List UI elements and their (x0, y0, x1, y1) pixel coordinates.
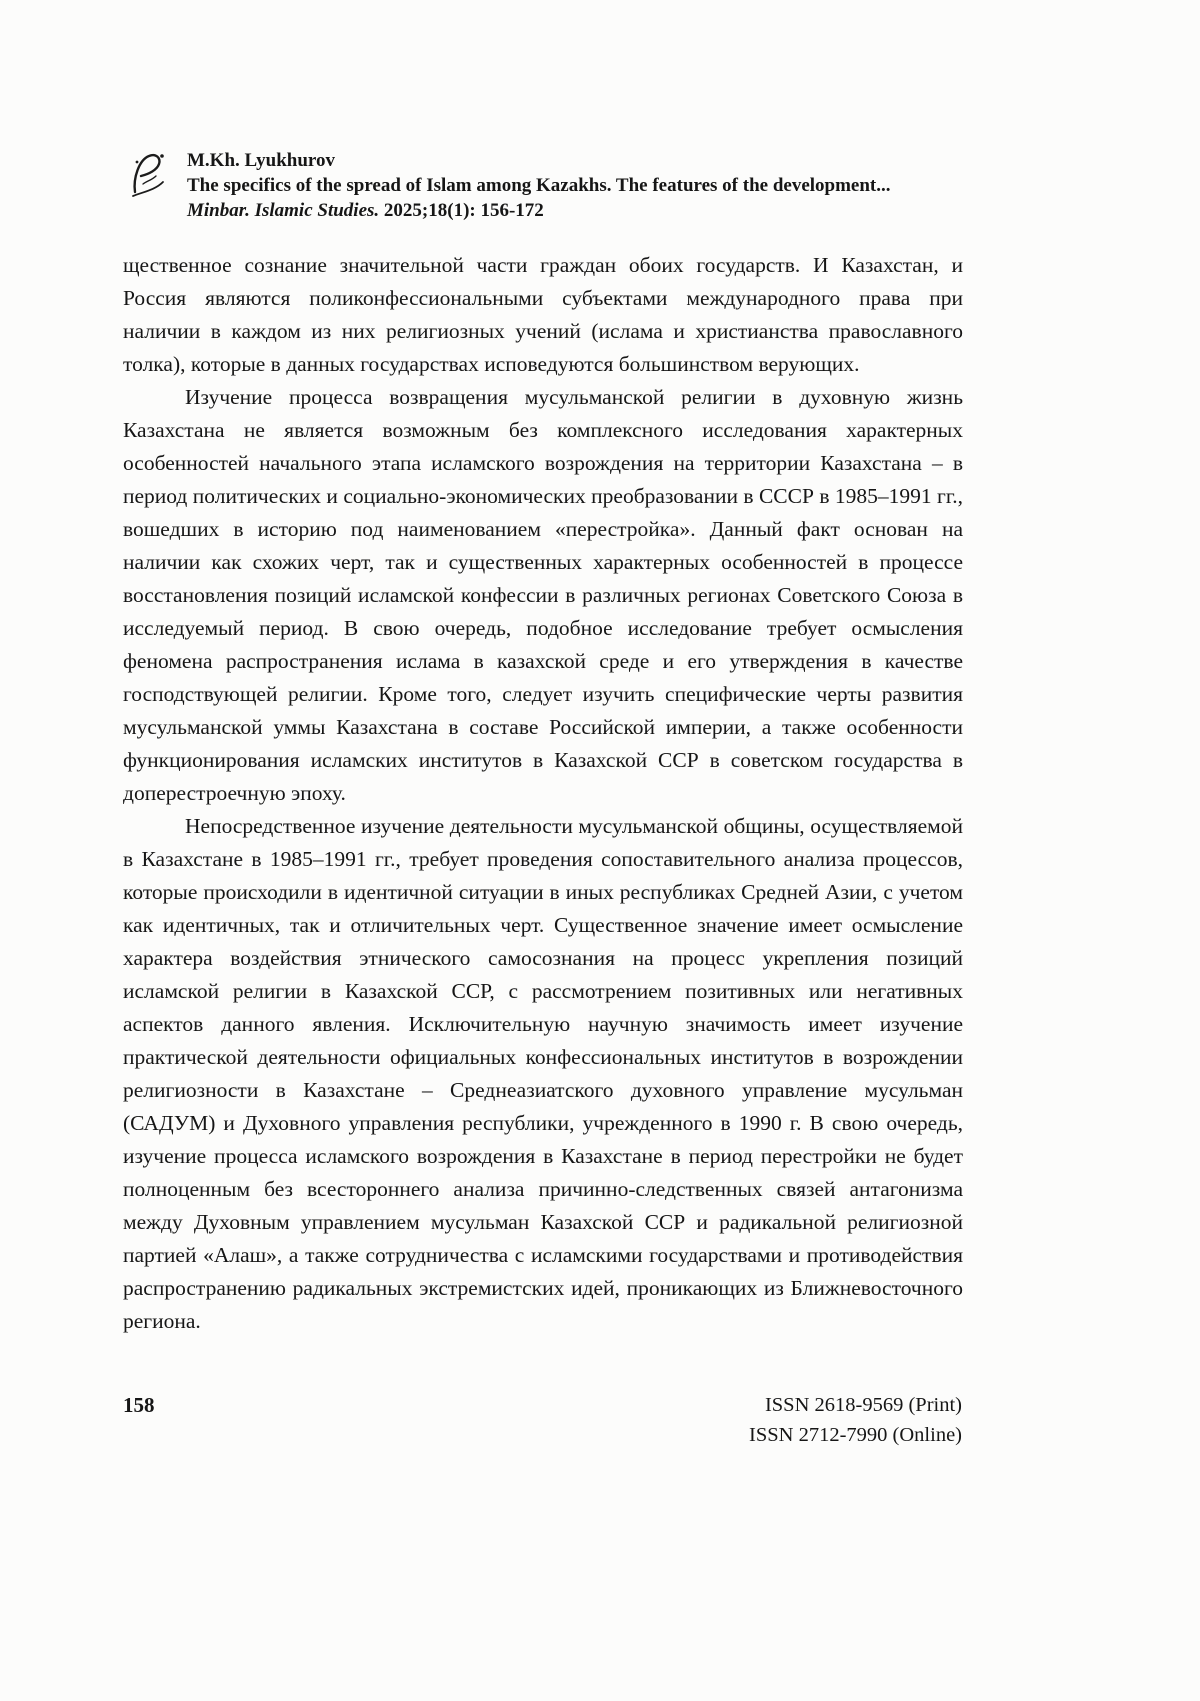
running-head-text (187, 148, 891, 223)
article-body (123, 249, 963, 1338)
paragraph-continuation: щественное сознание значительной части граждан обоих государств. И Казахстан, и Россия являются поликонфессиональными субъектами международного права при наличии в каждом из них религиозных учений (ислама и христианства православного толка), которые в данных государствах исповедуются большинством верующих. (123, 253, 963, 376)
issn-online: ISSN 2712-7990 (Online) (749, 1424, 962, 1446)
page-number: 158 (123, 1393, 155, 1417)
article-page (123, 148, 963, 1338)
running-head-journal (187, 198, 891, 223)
paragraph: Изучение процесса возвращения мусульманской религии в духовную жизнь Казахстана не является возможным без комплексного исследования характерных особенностей начального этапа исламского возрождения на территории Казахстана – в период политических и социально-экономических преобразовании в СССР в 1985–1991 гг., вошедших в историю под наименованием «перестройка». Данный факт основан на наличии как схожих черт, так и существенных характерных особенностей в процессе восстановления позиций исламской конфессии в различных регионах Советского Союза в исследуемый период. В свою очередь, подобное исследование требует осмысления феномена распространения ислама в казахской среде и его утверждения в качестве господствующей религии. Кроме того, следует изучить специфические черты развития мусульманской уммы Казахстана в составе Российской империи, а также особенности функционирования исламских институтов в Казахской ССР в советском государства в доперестроечную эпоху. (123, 385, 963, 805)
journal-issue-pages: 2025;18(1): 156-172 (379, 200, 544, 221)
running-head (123, 148, 963, 223)
issn-print: ISSN 2618-9569 (Print) (764, 1394, 962, 1416)
running-head-title: The specifics of the spread of Islam among Kazakhs. The features of the development... (187, 175, 891, 196)
running-head-author: M.Kh. Lyukhurov (187, 150, 336, 171)
journal-name: Minbar. Islamic Studies. (187, 200, 380, 221)
journal-logo-icon (123, 148, 171, 204)
page-footer (123, 1390, 962, 1450)
issn-block (749, 1390, 962, 1450)
paragraph: Непосредственное изучение деятельности мусульманской общины, осуществляемой в Казахстане в 1985–1991 гг., требует проведения сопоставительного анализа процессов, которые происходили в идентичной ситуации в иных республиках Средней Азии, с учетом как идентичных, так и отличительных черт. Существенное значение имеет осмысление характера воздействия этнического самосознания на процесс укрепления позиций исламской религии в Казахской ССР, с рассмотрением позитивных или негативных аспектов данного явления. Исключительную научную значимость имеет изучение практической деятельности официальных конфессиональных институтов в возрождении религиозности в Казахстане – Среднеазиатского духовного управление мусульман (САДУМ) и Духовного управления республики, учрежденного в 1990 г. В свою очередь, изучение процесса исламского возрождения в Казахстане в период перестройки не будет полноценным без всестороннего анализа причинно-следственных связей антагонизма между Духовным управлением мусульман Казахской ССР и радикальной религиозной партией «Алаш», а также сотрудничества с исламскими государствами и противодействия распространению радикальных экстремистских идей, проникающих из Ближневосточного региона. (123, 814, 963, 1333)
